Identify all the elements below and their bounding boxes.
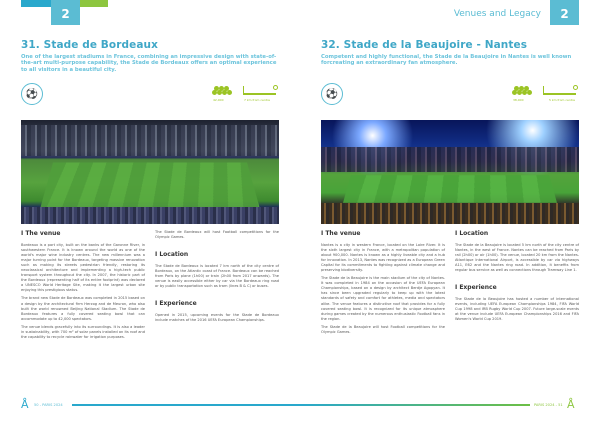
distance-bar	[543, 93, 576, 95]
location-column	[455, 230, 579, 326]
distance-label: 7 km from centre	[244, 98, 270, 102]
section-heading: I Experience	[455, 284, 579, 291]
venue-title: 31. Stade de Bordeaux	[21, 39, 158, 51]
paragraph: Bordeaux is a port city, built on the banks of the Garonne River, in southwestern France. It is known around the world as one of the world's major wine industry centres. The new millennium was a major turning point for the Bordeaux, targeting massive renovation such as making its streets pedestrian friendly, restoring its neoclassical architecture and implementing a high-tech public transport system throughout the city. In 2007, the historic part of the Bordeaux (representing half of its entire footprint) was declared a UNESCO World Heritage Site, making it the largest urban site enjoying this prestigious status.	[21, 243, 145, 293]
page-footer: PARIS 2024 - 51	[534, 403, 563, 407]
section-heading: I The venue	[321, 230, 445, 237]
page-footer: 50 - PARIS 2024	[34, 403, 63, 407]
eiffel-tower-icon: Å	[567, 398, 575, 411]
capacity-icon	[212, 86, 232, 96]
venue-column	[21, 230, 145, 343]
paragraph: The Stade de la Beaujoire is located 5 km north of the city centre of Nantes, in the west of France. Nantes can be reached from Paris by rail (2h00) or air (1h00). The venue, located 20 km from the Nantes-Atlantique International Airport, is accessible by car via highways A11, E62 and the Nantes ring road. In addition, it benefits from regular bus service as well as connections through Tramway Line 1.	[455, 243, 579, 273]
paragraph: The Stade de Bordeaux is located 7 km north of the city centre of Bordeaux, on the Atlantic coast of France. Bordeaux can be reached from Paris by plane (1h00) or train (2h00 from 2017 onwards). The venue is easily accessible either by car via the Bordeaux ring road or by public transportation such as tram (lines B & C) or buses.	[155, 264, 279, 289]
photo-stands	[321, 147, 579, 172]
distance-start-icon	[243, 86, 244, 93]
section-heading: I Location	[455, 230, 579, 237]
section-label: Venues and Legacy	[453, 9, 541, 19]
paragraph: The Stade de la Beaujoire will host Football competitions for the Olympic Games.	[321, 324, 445, 334]
location-pin-icon	[273, 85, 278, 90]
capacity-label: 38,000	[513, 98, 524, 102]
distance-label: 5 km from centre	[549, 98, 575, 102]
eiffel-tower-icon: Å	[21, 398, 29, 411]
distance-start-icon	[543, 86, 544, 93]
location-pin-icon	[573, 85, 578, 90]
capacity-label: 42,000	[213, 98, 224, 102]
stadium-photo	[21, 120, 279, 224]
olympic-note: The Stade de Bordeaux will host Football competitions for the Olympic Games.	[155, 230, 279, 240]
paragraph: The venue blends gracefully into its surroundings. It is also a leader in sustainability, with 700 m² of solar panels installed on its roof and the capability to recycle rainwater for irrigation purposes.	[21, 324, 145, 339]
stadium-photo	[321, 120, 579, 224]
footer-bar	[72, 404, 300, 406]
paragraph: Opened in 2015, upcoming events for the Stade de Bordeaux include matches of the 2016 UEFA European Championships.	[155, 313, 279, 323]
football-icon: ⚽	[21, 83, 43, 105]
section-heading: I Location	[155, 251, 279, 258]
venue-title: 32. Stade de la Beaujoire - Nantes	[321, 39, 528, 51]
photo-pitch	[40, 162, 260, 208]
photo-crowd	[21, 207, 279, 224]
chapter-number-tab: 2	[51, 0, 80, 25]
photo-pitch	[343, 175, 557, 203]
footer-bar	[300, 404, 530, 406]
location-column	[155, 230, 279, 326]
paragraph: The Stade de la Beaujoire has hosted a number of international events, including UEFA European Championships 1984, FIFA World Cup 1998 and IRB Rugby World Cup 2007. Future large-scale events at the venue include UEFA European Championships 2016 and FIFA Women's World Cup 2019.	[455, 297, 579, 322]
photo-stands	[21, 125, 279, 156]
capacity-icon	[512, 86, 532, 96]
section-heading: I The venue	[21, 230, 145, 237]
distance-bar	[243, 93, 276, 95]
venue-column	[321, 230, 445, 338]
right-page	[300, 0, 600, 424]
venue-subtitle: Competent and highly functional, the Stade de la Beaujoire in Nantes is well known forcreating an extraordinary fan atmosphere.	[321, 54, 572, 67]
venue-subtitle: One of the largest stadiums in France, combining an impressive design with state-of-the-art multi-purpose capability, the Stade de Bordeaux offers an optimal experience to all visitors in a beautiful city.	[21, 54, 277, 73]
section-heading: I Experience	[155, 300, 279, 307]
paragraph: The Stade de la Beaujoire is the main stadium of the city of Nantes. It was completed in 1984 on the occasion of the UEFA European Championships, based on a design by architect Berdje Agopyan. It has since been upgraded regularly to keep up with the latest standards of safety and comfort for athletes, media and spectators alike. The venue features a distinctive roof that provides for a fully covered seating bowl. It is recognized for its unique atmosphere during games created by the numerous enthusiastic Football fans in the region.	[321, 276, 445, 321]
decorative-bar-blue	[21, 0, 51, 7]
paragraph: The brand new Stade de Bordeaux was completed in 2015 based on a design by the architectural firm Herzog and de Meuron, who also built the world renowned Beijing National Stadium. The Stade de Bordeaux features a fully covered seating bowl that can accommodate up to 42,000 spectators.	[21, 296, 145, 321]
paragraph: Nantes is a city in western France, located on the Loire River. It is the sixth largest city in France, with a metropolitan population of about 900,000. Nantes is known as a highly liveable city and a hub for innovation. In 2013, Nantes was recognized as a European Green Capital for its commitments to fighting against climate change and preserving biodiversity.	[321, 243, 445, 273]
decorative-bar-green	[80, 0, 108, 7]
chapter-number-tab: 2	[550, 0, 579, 25]
photo-crowd	[321, 203, 579, 224]
football-icon: ⚽	[321, 83, 343, 105]
